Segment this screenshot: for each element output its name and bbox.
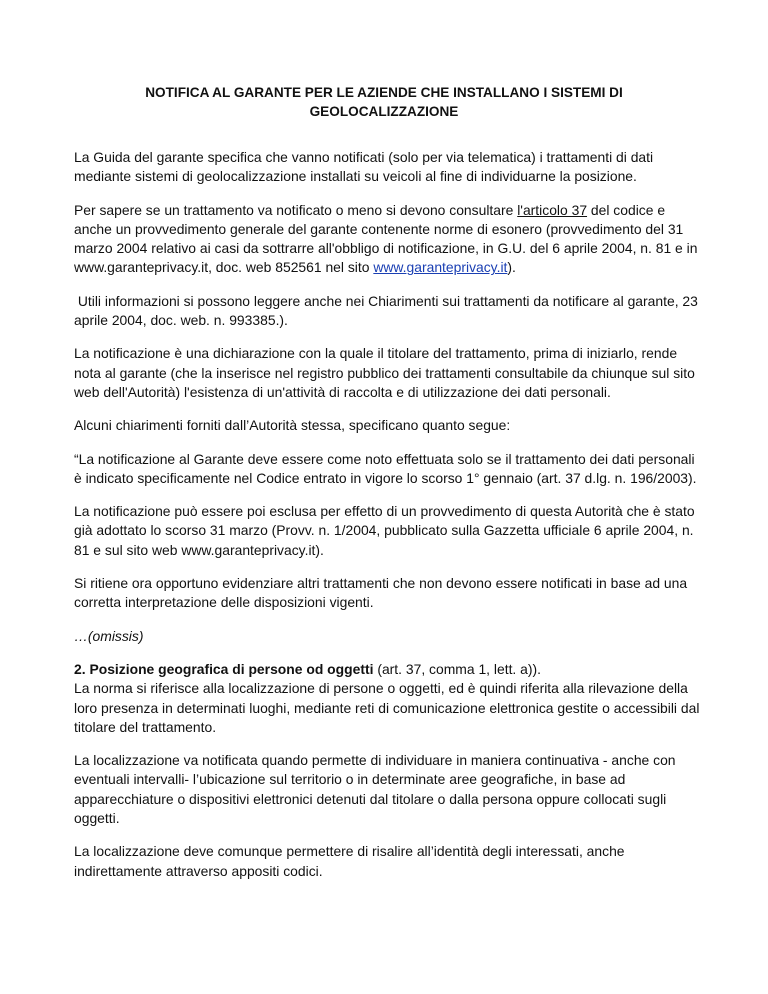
paragraph-localizzazione-2: La localizzazione deve comunque permettere di risalire all’identità degli interessati, anche indirettamente attraverso appositi codici. (74, 843, 625, 879)
paragraph-utili: Utili informazioni si possono leggere anche nei Chiarimenti sui trattamenti da notificare al garante, 23 aprile 2004, doc. web. n. 993385.). (74, 292, 702, 329)
title-line-2: GEOLOCALIZZAZIONE (309, 104, 459, 119)
paragraph-articolo-text-1: Per sapere se un trattamento va notificato o meno si devono consultare (74, 201, 518, 218)
paragraph-quote-1: “La notificazione al Garante deve essere come noto effettuata solo se il trattamento dei dati personali è indicato specificamente nel Codice entrato in vigore lo scorso 1° gennaio (art. 37 d.lg. n. 196/2003). (74, 450, 697, 486)
paragraph-chiarimenti: Alcuni chiarimenti forniti dall’Autorità stessa, specificano quanto segue: (74, 417, 511, 434)
paragraph-articolo-text-3: ). (507, 259, 516, 276)
paragraph-articolo (74, 201, 702, 278)
paragraph-localizzazione-1: La localizzazione va notificata quando permette di individuare in maniera continuativa - anche con eventuali intervalli- l’ubicazione sul territorio o in determinate aree geografiche, in base ad apparecchiature o dispositivi elettronici detenuti dal titolare o dalla persona oppure collocati sugli oggetti. (74, 752, 676, 827)
paragraph-quote-2: La notificazione può essere poi esclusa per effetto di un provvedimento di questa Autorità che è stato già adottato lo scorso 31 marzo (Provv. n. 1/2004, pubblicato sulla Gazzetta ufficiale 6 aprile 2004, n. 81 e sul sito web www.garanteprivacy.it). (74, 503, 695, 558)
paragraph-posizione (74, 660, 702, 737)
section-heading-ref: (art. 37, comma 1, lett. a)). (373, 660, 541, 677)
paragraph-quote-3: Si ritiene ora opportuno evidenziare altri trattamenti che non devono essere notificati in base ad una corretta interpretazione delle disposizioni vigenti. (74, 575, 688, 611)
document-body (74, 148, 702, 895)
paragraph-notificazione: La notificazione è una dichiarazione con la quale il titolare del trattamento, prima di iniziarlo, rende nota al garante (che la inserisce nel registro pubblico dei trattamenti consultabile da chiunque sul sito web dell'Autorità) l'esistenza di un'attività di raccolta e di utilizzazione dei dati personali. (74, 345, 695, 400)
section-body-posizione: La norma si riferisce alla localizzazione di persone o oggetti, ed è quindi riferita alla rilevazione della loro presenza in determinati luoghi, mediante reti di comunicazione elettronica gestite o accessibili dal titolare del trattamento. (74, 680, 700, 735)
paragraph-omissis: …(omissis) (74, 627, 144, 644)
paragraph-guida: La Guida del garante specifica che vanno notificati (solo per via telematica) i trattamenti di dati mediante sistemi di geolocalizzazione installati su veicoli al fine di individuarne la posizione. (74, 149, 654, 185)
document-title (70, 83, 698, 121)
section-heading-posizione: 2. Posizione geografica di persone od oggetti (74, 660, 374, 677)
title-line-1: NOTIFICA AL GARANTE PER LE AZIENDE CHE INSTALLANO I SISTEMI DI (145, 85, 623, 100)
garanteprivacy-link[interactable]: www.garanteprivacy.it (373, 259, 508, 276)
paragraph-articolo-text-2: del codice e anche un provvedimento generale del garante contenente norme di esonero (provvedimento del 31 marzo 2004 relativo ai casi da sottrarre all'obbligo di notificazione, in G.U. del 6 aprile 2004, n. 81 e in www.garanteprivacy.it, doc. web 852561 nel sito (74, 201, 698, 276)
articolo-37-link[interactable]: l'articolo 37 (517, 201, 588, 218)
